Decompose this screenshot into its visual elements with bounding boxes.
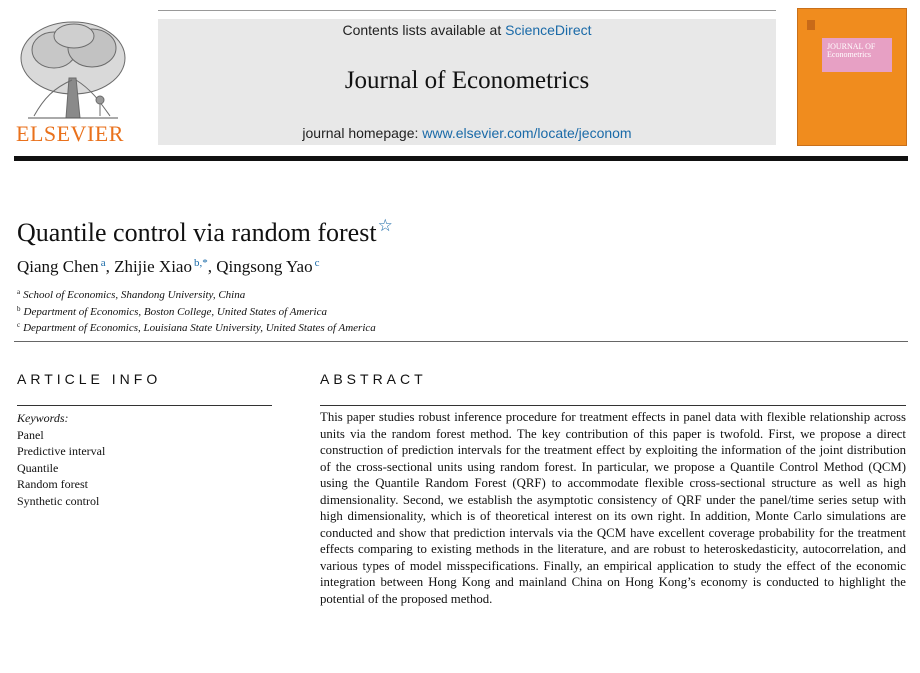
header-divider (14, 156, 908, 161)
abstract-rule (320, 405, 906, 406)
article-info-heading: ARTICLE INFO (17, 371, 162, 387)
journal-cover (797, 8, 907, 146)
affiliation (17, 288, 245, 301)
abstract-text: This paper studies robust inference procedure for treatment effects in panel data with flexible relationship across units via the random forest method. The key contribution of this paper is twofold. First, we propose a direct construction of prediction intervals for the treatment effect by exploiting the information of the joint distribution of the cross-sectional units using random forest. In particular, we propose a Quantile Control Method (QCM) using the Quantile Random Forest (QRF) to accommodate flexible cross-sectional structure as well as high dimensionality. Second, we establish the asymptotic consistency of QRF under the panel/time series setup with high dimensionality, which is of theoretical interest on its own right. In addition, Monte Carlo simulations are conducted and show that prediction intervals via the QCM have excellent coverage probability for the treatment effects comparing to existing methods in the literature, and are robust to heteroskedasticity, autocorrelation, and various types of model misspecifications. Finally, an empirical application to study the effect of the economic integration between Hong Kong and mainland China on Hong Kong’s economy is conducted to highlight the potential of the proposed method. (320, 410, 906, 606)
affiliation-key: c (17, 321, 21, 329)
journal-title: Journal of Econometrics (344, 67, 590, 94)
article-info-rule (17, 405, 272, 406)
keyword-item: Random forest (17, 477, 88, 491)
publisher-name: ELSEVIER (16, 121, 124, 146)
author-name: Zhijie Xiao (114, 257, 192, 276)
keywords-label: Keywords: (17, 411, 69, 425)
keyword-item: Synthetic control (17, 493, 100, 508)
cover-title-line2: Econometrics (827, 50, 871, 59)
cover-logo-icon (807, 20, 815, 30)
author-affil-mark[interactable]: a (100, 257, 106, 269)
journal-masthead (158, 19, 776, 145)
affiliation-key: a (17, 288, 21, 296)
top-rule (158, 10, 776, 11)
affiliation-text: School of Economics, Shandong University, China (23, 289, 246, 301)
affiliation (17, 321, 376, 334)
affiliation-key: b (17, 305, 21, 313)
paper-title (17, 216, 393, 248)
affiliation-text: Department of Economics, Boston College, United States of America (23, 306, 327, 318)
affiliation (17, 305, 327, 318)
keyword-item: Quantile (17, 460, 59, 475)
keyword-item: Predictive interval (17, 444, 106, 458)
author-affil-mark[interactable]: b,* (193, 257, 208, 269)
author-name: Qingsong Yao (216, 257, 313, 276)
author-affil-mark[interactable]: c (314, 257, 320, 269)
cover-title-line1: JOURNAL OF (827, 42, 876, 51)
contents-prefix: Contents lists available at (342, 22, 506, 38)
abstract-heading: ABSTRACT (320, 371, 427, 387)
homepage-prefix: journal homepage: (302, 125, 423, 141)
homepage-line (158, 125, 776, 141)
cover-title (827, 43, 875, 59)
author-name: Qiang Chen (17, 257, 99, 276)
contents-line (158, 22, 776, 38)
paper-title-text: Quantile control via random forest (17, 218, 377, 247)
keyword-item: Panel (17, 427, 44, 442)
keywords-block (17, 410, 105, 509)
star-icon[interactable]: ☆ (377, 216, 393, 235)
homepage-link[interactable]: www.elsevier.com/locate/jeconom (422, 125, 632, 141)
sciencedirect-link[interactable]: ScienceDirect (505, 22, 592, 38)
author-list: Qiang Chen $^a$, Zhijie Xiao $^{b,*}$, Qingsong Yao $^c$ (17, 257, 320, 276)
title-divider (14, 341, 908, 342)
affiliation-text: Department of Economics, Louisiana State University, United States of America (23, 322, 376, 334)
